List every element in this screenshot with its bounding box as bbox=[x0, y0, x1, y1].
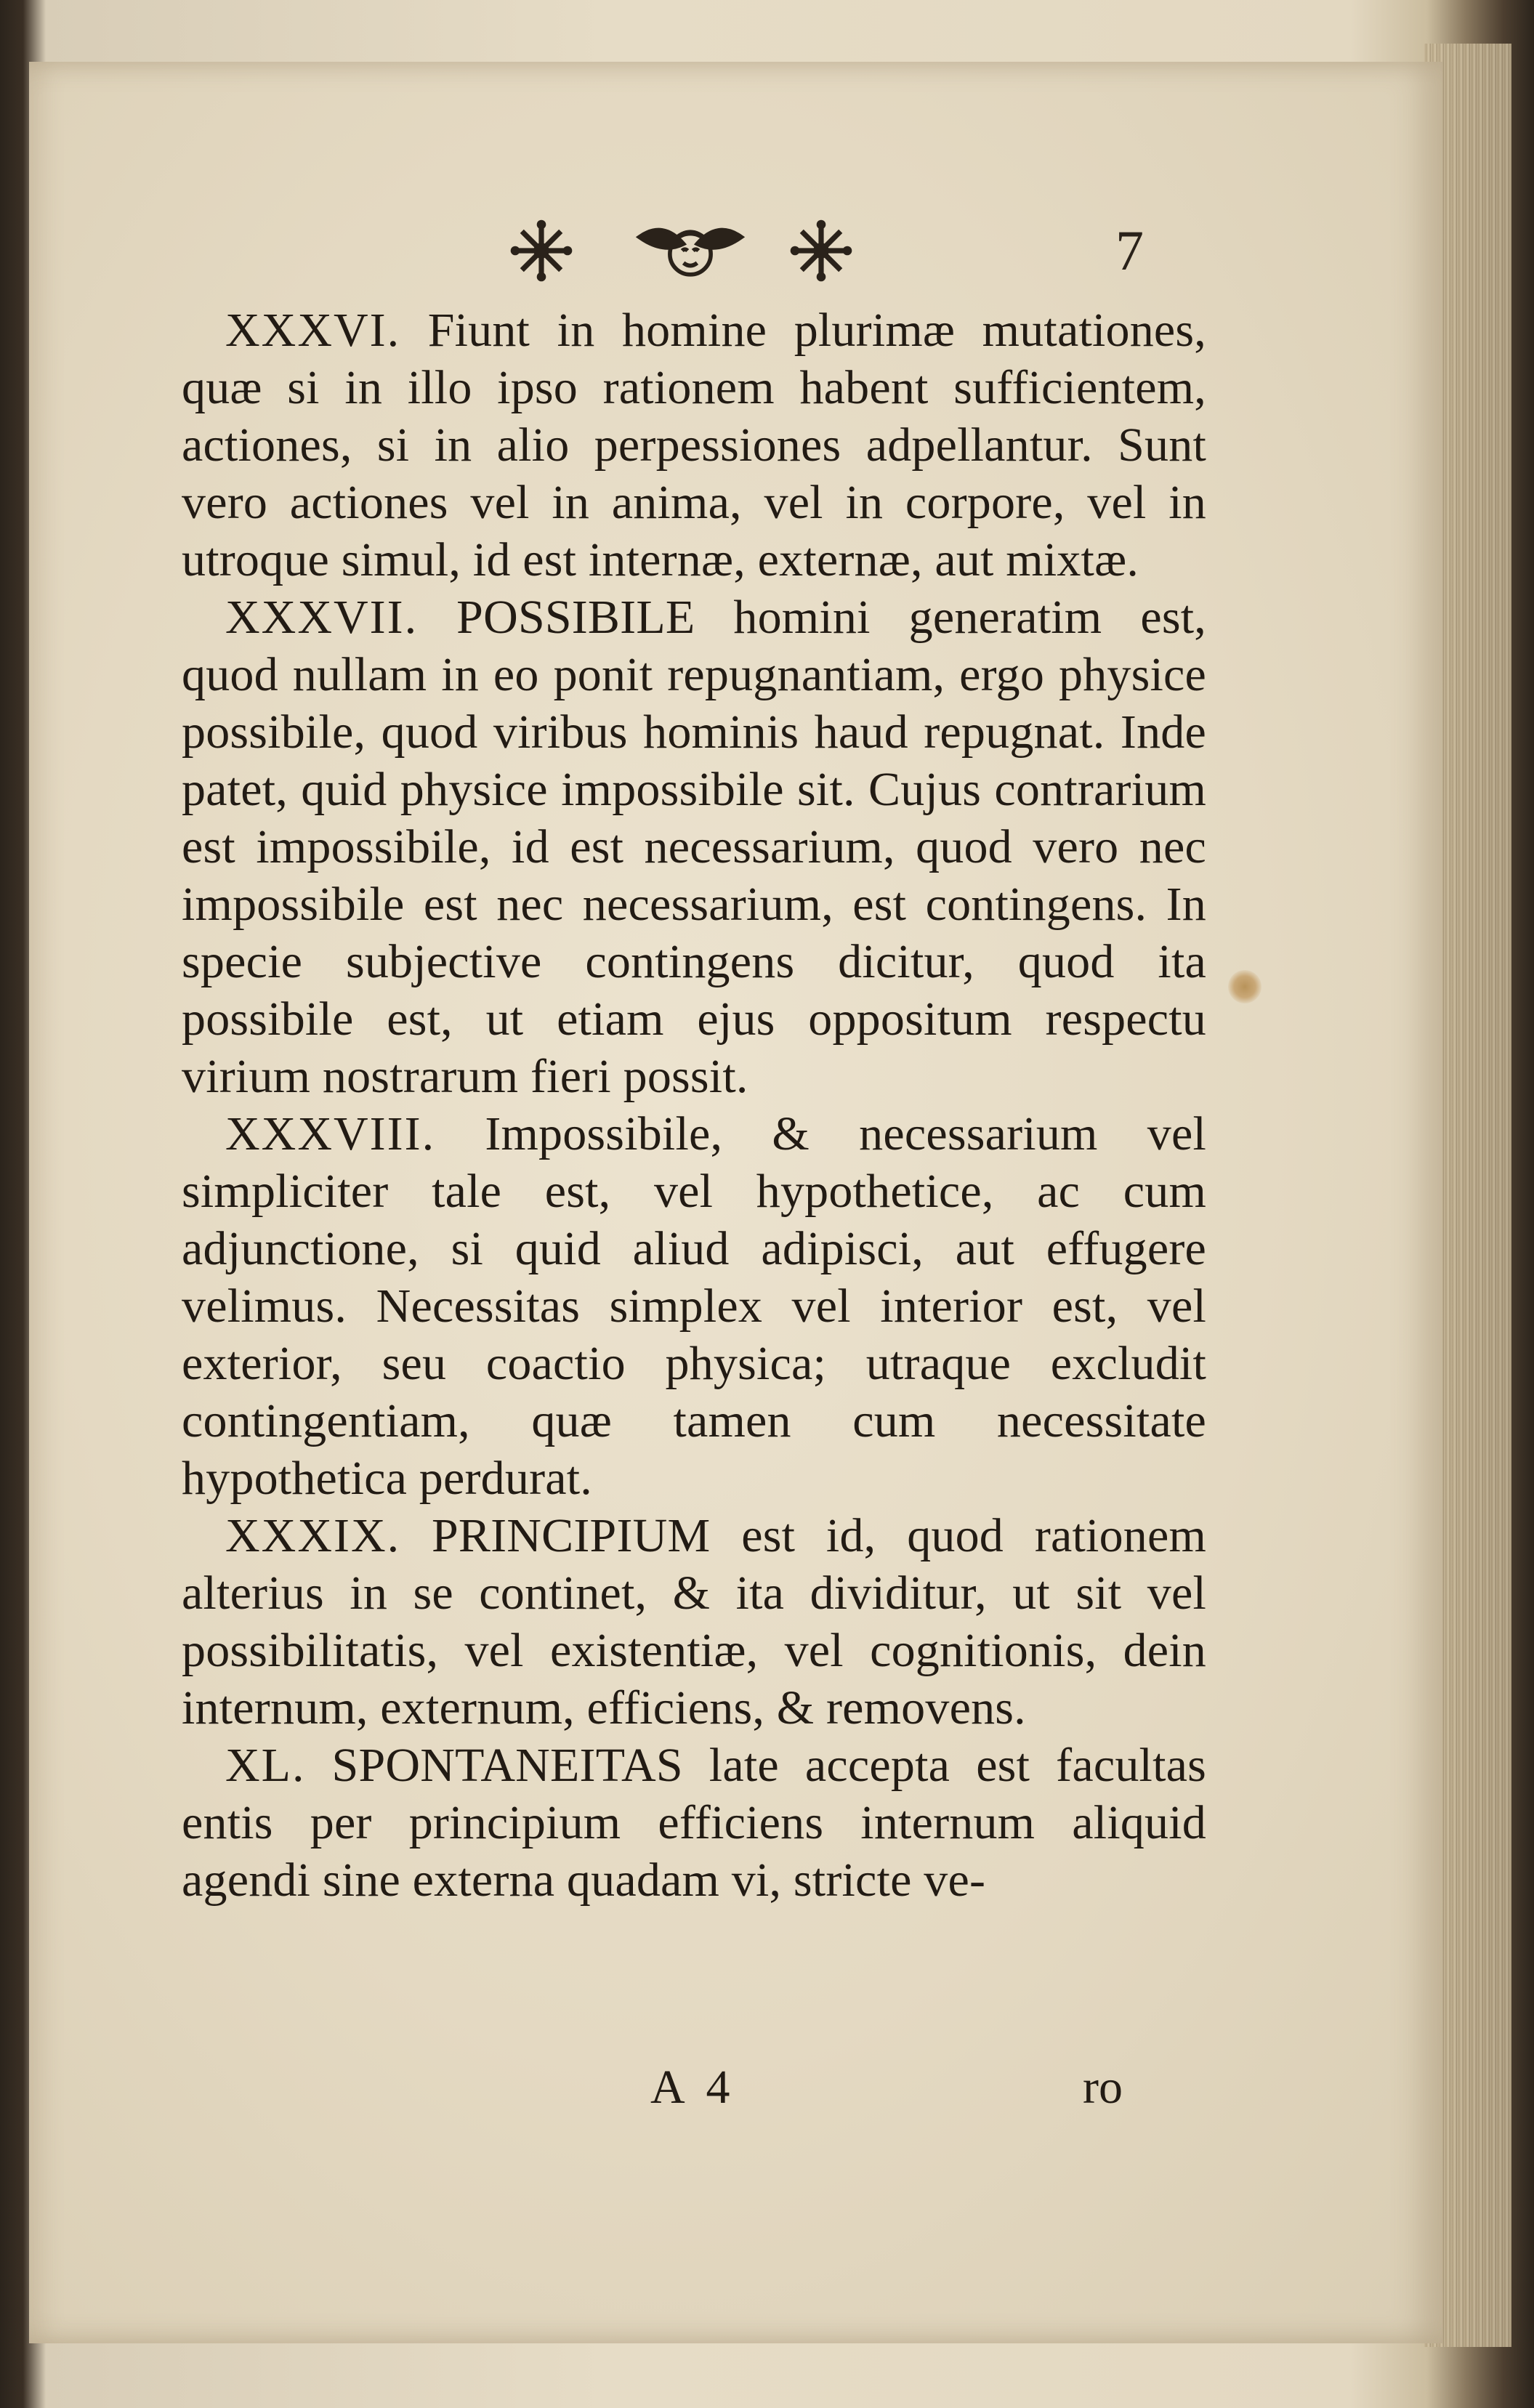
star-ornament-icon bbox=[788, 211, 854, 291]
paragraph-text: POSSIBILE homini generatim est, quod nullam in eo ponit repugnantiam, ergo physice possibile, quod viribus hominis haud repugnat. Inde patet, quid physice impossibile sit. Cujus contrarium est impossibile, id est necessarium, quod vero nec impossibile est nec necessarium, est contingens. In specie subjective contingens dicitur, quod ita possibile est, ut etiam ejus oppositum respectu virium nostrarum fieri possit. bbox=[182, 591, 1207, 1103]
paragraph-text: SPONTANEITAS late accepta est facultas entis per principium efficiens internum aliquid agendi sine externa quadam vi, stricte ve- bbox=[182, 1739, 1206, 1907]
section-number: XXXIX. bbox=[225, 1509, 401, 1562]
paragraph-xl bbox=[182, 1737, 1206, 1909]
page-header bbox=[509, 211, 1192, 298]
section-number: XXXVII. bbox=[225, 591, 419, 644]
signature-mark: A 4 bbox=[650, 2061, 736, 2114]
paragraph-text: PRINCIPIUM est id, quod rationem alterius in se continet, & ita dividitur, ut sit vel possibilitatis, vel existentiæ, vel cognitionis, dein internum, externum, efficiens, & removens. bbox=[182, 1509, 1206, 1734]
star-ornament-icon bbox=[509, 211, 574, 291]
paragraph-xxxvii bbox=[182, 589, 1206, 1105]
paragraph-xxxviii bbox=[182, 1105, 1206, 1507]
section-number: XXXVI. bbox=[225, 304, 401, 357]
section-number: XL. bbox=[225, 1739, 306, 1792]
paragraph-text: Fiunt in homine plurimæ mutationes, quæ si in illo ipso rationem habent sufficientem, actiones, si in alio perpessiones adpellantur. Sunt vero actiones vel in anima, vel in corpore, vel in utroque simul, id est internæ, externæ, aut mixtæ. bbox=[182, 304, 1206, 586]
catchword: ro bbox=[1083, 2061, 1123, 2114]
paragraph-xxxix bbox=[182, 1507, 1206, 1737]
cherub-head-ornament-icon bbox=[636, 211, 745, 291]
paper-stain bbox=[1228, 970, 1261, 1003]
paragraph-text: Impossibile, & necessarium vel simpliciter tale est, vel hypothetice, ac cum adjunctione, si quid aliud adipisci, aut effugere velimus. Necessitas simplex vel interior est, vel exterior, seu coactio physica; utraque excludit contingentiam, quæ tamen cum necessitate hypothetica perdurat. bbox=[182, 1107, 1207, 1505]
body-text bbox=[182, 302, 1206, 1909]
paragraph-xxxvi bbox=[182, 302, 1206, 589]
page-footer bbox=[0, 2060, 1534, 2133]
page-number: 7 bbox=[1115, 219, 1144, 282]
section-number: XXXVIII. bbox=[225, 1107, 436, 1160]
